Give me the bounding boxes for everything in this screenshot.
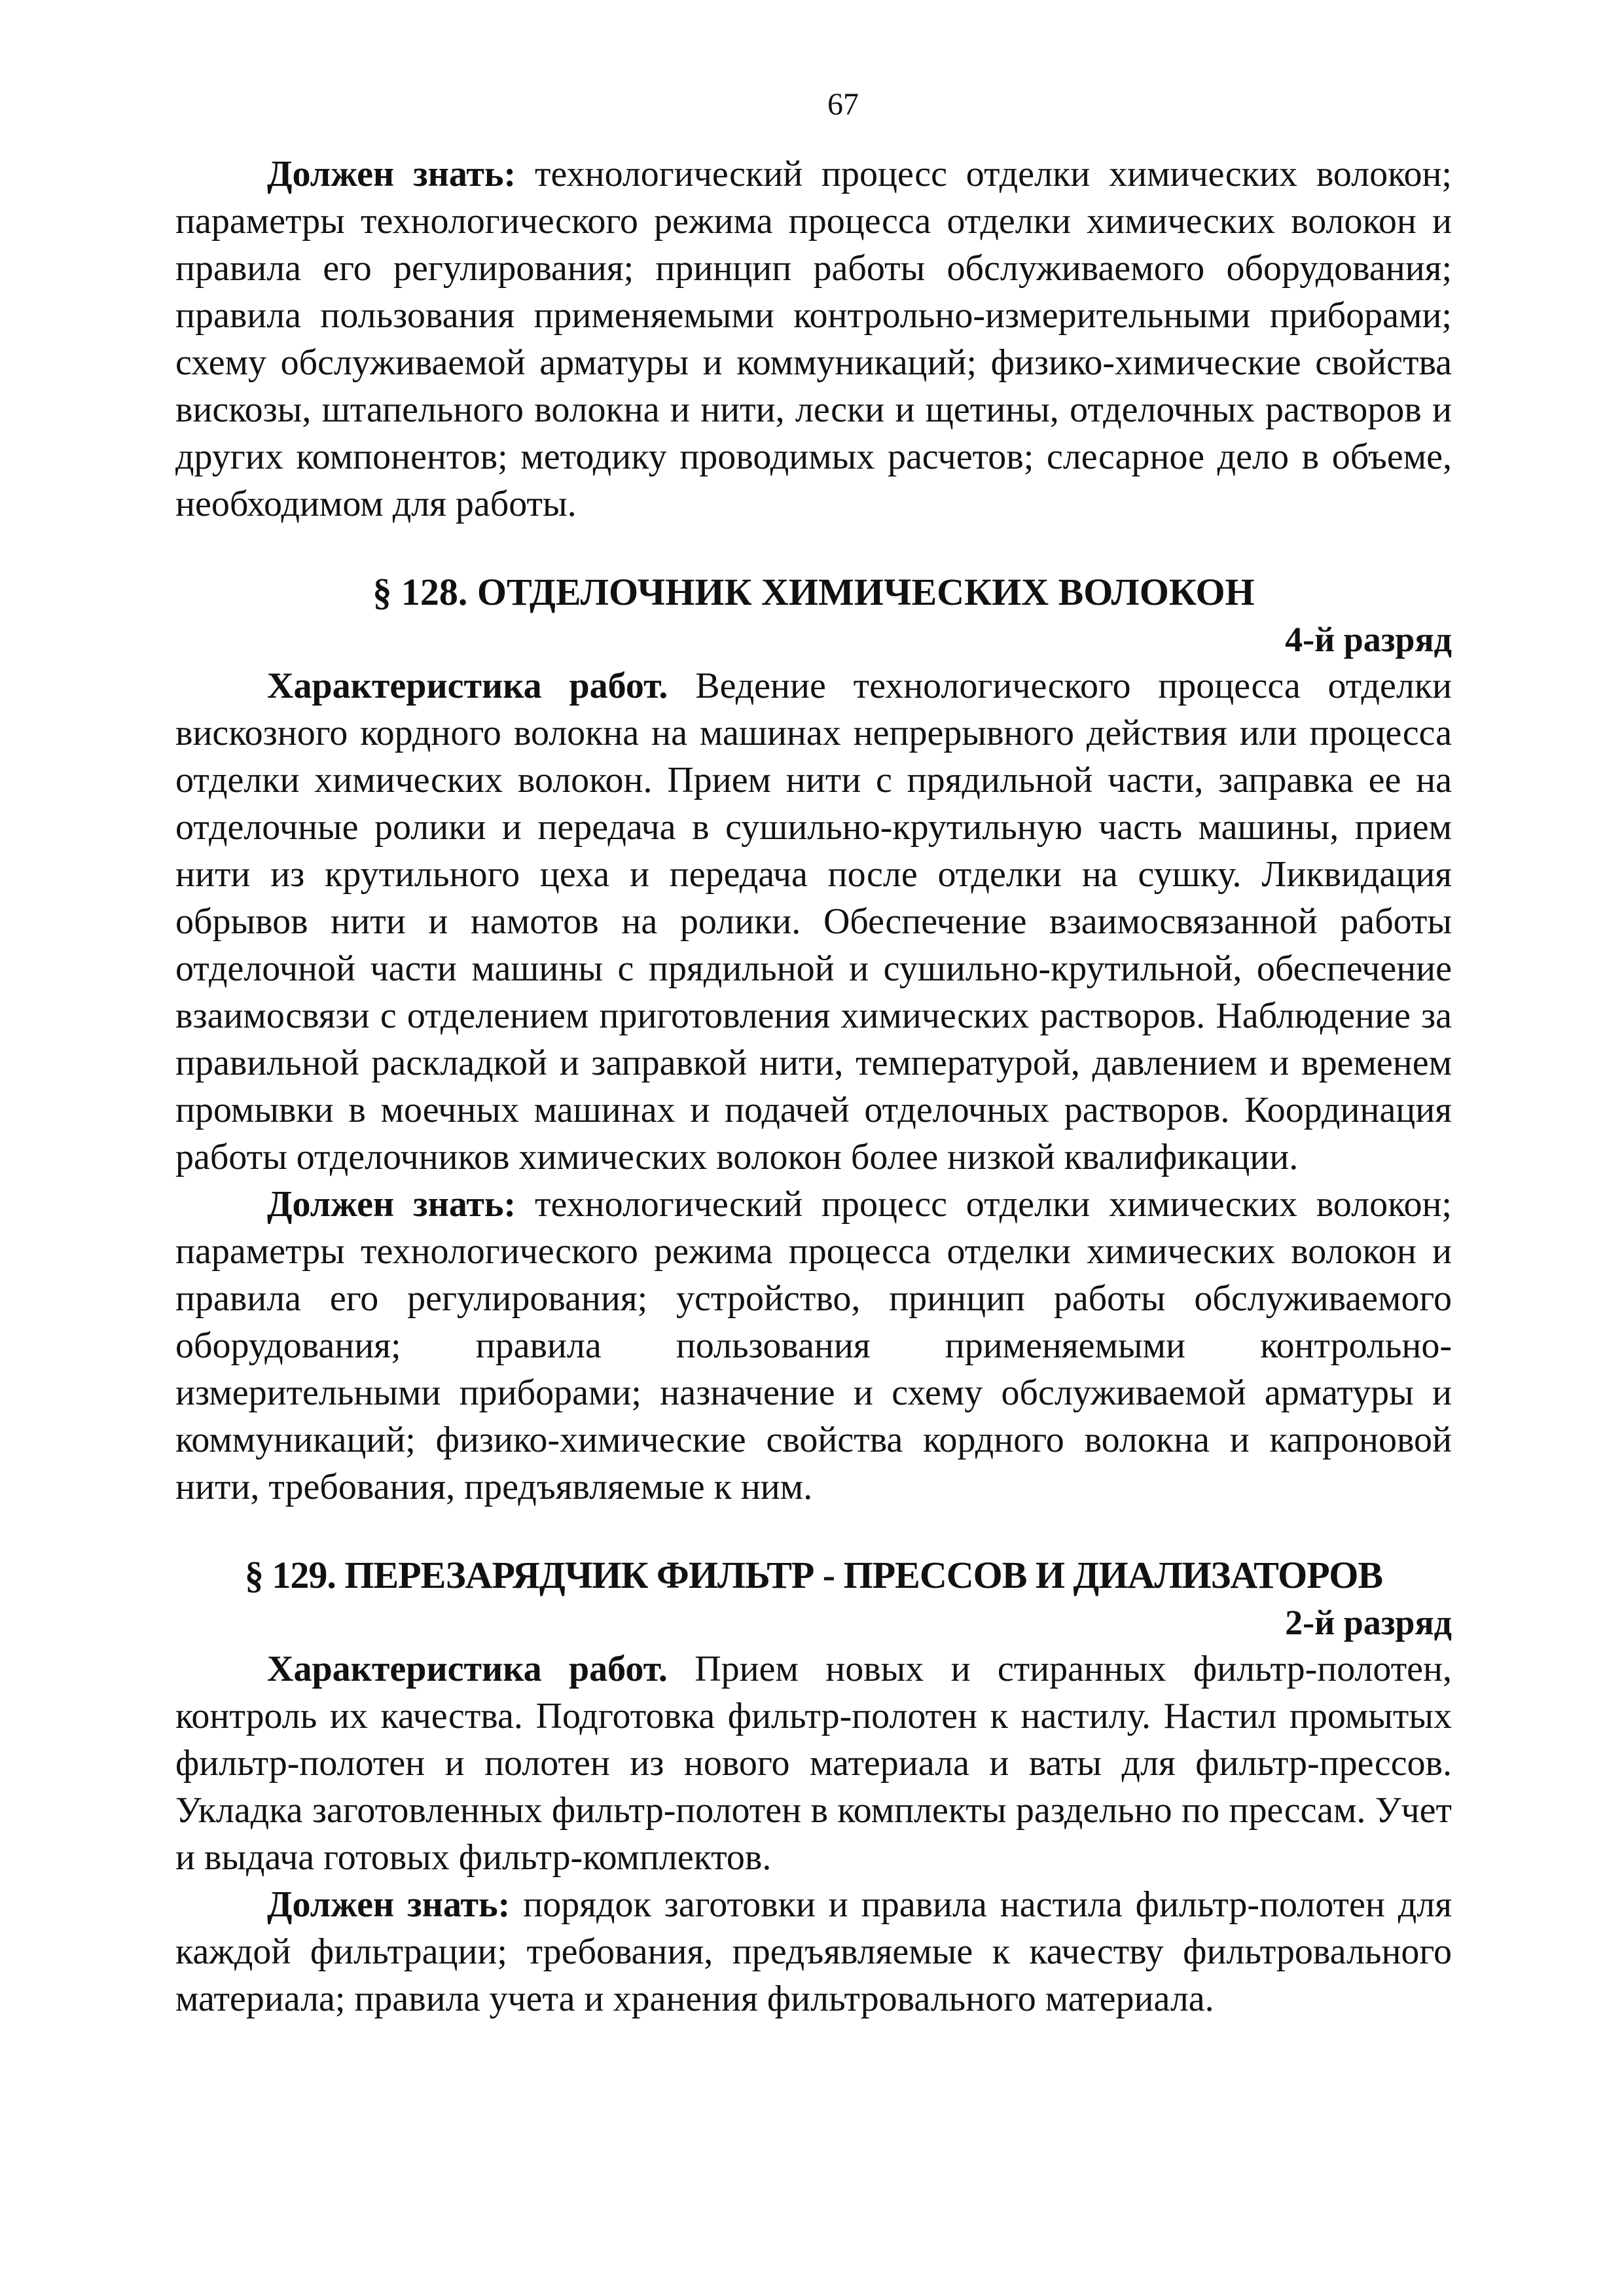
section-title: § 129. ПЕРЕЗАРЯДЧИК ФИЛЬТР - ПРЕССОВ И ДИАЛИЗАТОРОВ [244,1554,1383,1596]
characteristics-text: Прием новых и стиранных фильтр-полотен, контроль их качества. Подготовка фильтр-полотен к настилу. Настил промытых фильтр-полотен и полотен из нового материала и ваты для фильтр-прессов. Укладка заготовленных фильтр-полотен в комплекты раздельно по прессам. Учет и выдача готовых фильтр-комплектов. [175,1649,1452,1878]
page-number: 67 [827,87,859,122]
characteristics-paragraph [175,662,1452,1181]
section-title: § 128. ОТДЕЛОЧНИК ХИМИЧЕСКИХ ВОЛОКОН [372,571,1255,613]
characteristics-text: Ведение технологического процесса отделки вискозного кордного волокна на машинах непрерывного действия или процесса отделки химических волокон. Прием нити с прядильной части, заправка ее на отделочные ролики и передача в сушильно-крутильную часть машины, прием нити из крутильного цеха и передача после отделки на сушку. Ликвидация обрывов нити и намотов на ролики. Обеспечение взаимосвязанной работы отделочной части машины с прядильной и сушильно-крутильной, обеспечение взаимосвязи с отделением приготовления химических растворов. Наблюдение за правильной раскладкой и заправкой нити, температурой, давлением и временем промывки в моечных машинах и подачей отделочных растворов. Координация работы отделочников химических волокон более низкой квалификации. [175,666,1453,1177]
characteristics-paragraph [175,1645,1452,1881]
section-129 [175,1551,1452,2022]
document-page [175,85,1452,2022]
characteristics-label: Характеристика работ. [267,666,668,706]
must-know-label: Должен знать: [267,1184,516,1225]
must-know-text: порядок заготовки и правила настила фильтр-полотен для каждой фильтрации; требования, предъявляемые к качеству фильтровального материала; правила учета и хранения фильтровального материала. [175,1884,1452,2019]
intro-must-know-paragraph [175,151,1452,528]
must-know-text: технологический процесс отделки химических волокон; параметры технологического режима процесса отделки химических волокон и правила его регулирования; устройство, принцип работы обслуживаемого оборудования; правила пользования применяемыми контрольно-измерительными приборами; назначение и схему обслуживаемой арматуры и коммуникаций; физико-химические свойства кордного волокна и капроновой нити, требования, предъявляемые к ним. [175,1184,1452,1507]
must-know-label: Должен знать: [267,154,516,194]
grade-label: 2-й разряд [1285,1603,1452,1642]
must-know-text: технологический процесс отделки химических волокон; параметры технологического режима процесса отделки химических волокон и правила его регулирования; принцип работы обслуживаемого оборудования; правила пользования применяемыми контрольно-измерительными приборами; схему обслуживаемой арматуры и коммуникаций; физико-химические свойства вискозы, штапельного волокна и нити, лески и щетины, отделочных растворов и других компонентов; методику проводимых расчетов; слесарное дело в объеме, необходимом для работы. [175,154,1452,524]
section-128 [175,568,1452,1511]
grade-label: 4-й разряд [1285,620,1452,659]
must-know-label: Должен знать: [267,1884,511,1925]
must-know-paragraph [175,1181,1452,1511]
must-know-paragraph [175,1881,1452,2022]
characteristics-label: Характеристика работ. [267,1649,668,1689]
